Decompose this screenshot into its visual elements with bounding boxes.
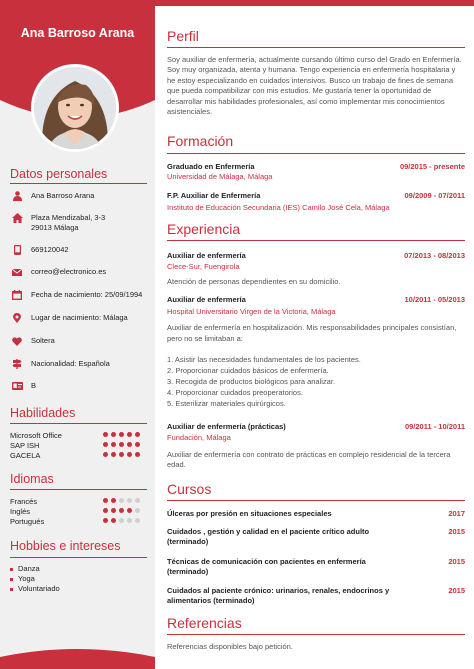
rating-dot-filled — [103, 452, 108, 457]
experience-employer: Fundación, Málaga — [167, 433, 231, 442]
course-year: 2017 — [448, 509, 465, 518]
address: Plaza Mendizabal, 3-3 29013 Málaga — [31, 213, 106, 232]
nationality: Nacionalidad: Española — [31, 359, 110, 368]
education-divider — [167, 153, 465, 154]
hobbies-divider — [10, 557, 147, 558]
phone-number: 669120042 — [31, 245, 69, 254]
rating-dot-filled — [103, 498, 108, 503]
driving-license-row — [10, 381, 150, 391]
rating-dot-empty — [127, 518, 132, 523]
heart-icon — [10, 336, 24, 346]
course-title: Cuidados , gestión y calidad en el paciente crítico adulto (terminado) — [167, 527, 370, 547]
birth-place-row — [10, 313, 150, 323]
skill-label: Microsoft Office — [10, 431, 62, 440]
experience-title: Auxiliar de enfermería (prácticas) — [167, 422, 286, 431]
rating-dot-empty — [135, 508, 140, 513]
education-title: F.P. Auxiliar de Enfermería — [167, 191, 261, 200]
birth-date-row — [10, 290, 150, 300]
experience-employer: Hospital Universitario Virgen de la Victoria, Málaga — [167, 307, 336, 316]
experience-title: Auxiliar de enfermería — [167, 295, 246, 304]
courses-heading: Cursos — [167, 481, 212, 497]
course-title: Úlceras por presión en situaciones especiales — [167, 509, 332, 518]
courses-divider — [167, 500, 465, 501]
profile-text: Soy auxiliar de enfermería, actualmente cursando último curso del Grado en Enfermería. Soy muy organizada, atenta y humana. Tengo experiencia en enfermería hospitalaria y he estoy especializando en cuidados intensivos. Busco un trabajo de fines de semana que pueda compatibilizar con mis estudios. Me gustaría tener la oportunidad de desarrollar mis habilidades profesionales, así como implementar mis conocimientos asistenciales. — [167, 55, 462, 117]
skill-rating — [103, 432, 140, 437]
rating-dot-filled — [135, 452, 140, 457]
experience-description: Auxiliar de enfermería con contrato de prácticas en complejo residencial de la tercera edad. — [167, 450, 451, 470]
skill-row — [10, 431, 150, 440]
hobby-item: Danza — [10, 564, 40, 574]
profile-heading: Perfil — [167, 28, 199, 44]
rating-dot-filled — [103, 508, 108, 513]
phone-row — [10, 245, 150, 255]
skill-row — [10, 441, 150, 450]
education-institution: Instituto de Educación Secundaria (IES) Camilo José Cela, Málaga — [167, 203, 390, 212]
language-rating — [103, 518, 140, 523]
hobby-item: Yoga — [10, 574, 35, 584]
personal-data-heading: Datos personales — [10, 167, 108, 181]
education-title: Graduado en Enfermería — [167, 162, 255, 171]
experience-employer: Clece-Sur, Fuengirola — [167, 262, 240, 271]
language-row — [10, 517, 150, 526]
email-row — [10, 267, 150, 277]
skill-label: GACELA — [10, 451, 41, 460]
rating-dot-empty — [119, 498, 124, 503]
skill-label: SAP ISH — [10, 441, 40, 450]
person-icon — [10, 191, 24, 201]
birth-place: Lugar de nacimiento: Málaga — [31, 313, 128, 322]
rating-dot-filled — [103, 432, 108, 437]
sidebar-footer-wave — [0, 647, 155, 669]
home-icon — [10, 213, 24, 223]
phone-icon — [10, 245, 24, 255]
languages-heading: Idiomas — [10, 472, 54, 486]
rating-dot-filled — [135, 442, 140, 447]
languages-divider — [10, 489, 147, 490]
rating-dot-filled — [111, 452, 116, 457]
driving-license: B — [31, 381, 37, 390]
experience-date: 07/2013 - 08/2013 — [404, 251, 465, 260]
education-date: 09/2015 - presente — [399, 162, 465, 171]
marital-status: Soltera — [31, 336, 55, 345]
course-year: 2015 — [448, 586, 465, 595]
email-address: correo@electronico.es — [31, 267, 107, 276]
marital-status-row — [10, 336, 150, 346]
experience-title: Auxiliar de enfermería — [167, 251, 246, 260]
rating-dot-filled — [127, 442, 132, 447]
rating-dot-filled — [119, 452, 124, 457]
references-heading: Referencias — [167, 615, 242, 631]
rating-dot-filled — [127, 452, 132, 457]
rating-dot-filled — [111, 432, 116, 437]
language-rating — [103, 498, 140, 503]
bullet-icon — [10, 568, 13, 571]
rating-dot-filled — [103, 442, 108, 447]
course-year: 2015 — [448, 557, 465, 566]
skill-rating — [103, 452, 140, 457]
address-row — [10, 213, 150, 233]
education-heading: Formación — [167, 133, 234, 149]
location-pin-icon — [10, 313, 24, 323]
course-title: Técnicas de comunicación con pacientes en enfermería (terminado) — [167, 557, 366, 577]
sidebar — [0, 0, 155, 669]
birth-date: Fecha de nacimiento: 25/09/1994 — [31, 290, 143, 299]
course-title: Cuidados al paciente crónico: urinarios, renales, endocrinos y alimentarios (terminado) — [167, 586, 390, 606]
bullet-icon — [10, 588, 13, 591]
rating-dot-filled — [111, 442, 116, 447]
personal-name: Ana Barroso Arana — [31, 191, 95, 200]
education-institution: Universidad de Málaga, Málaga — [167, 172, 273, 181]
top-accent-bar — [155, 0, 474, 6]
rating-dot-filled — [119, 432, 124, 437]
rating-dot-filled — [111, 518, 116, 523]
skill-row — [10, 451, 150, 460]
language-row — [10, 507, 150, 516]
experience-date: 10/2011 - 05/2013 — [404, 295, 465, 304]
language-label: Portugués — [10, 517, 45, 526]
experience-heading: Experiencia — [167, 221, 241, 237]
experience-divider — [167, 240, 465, 241]
driving-license-icon — [10, 381, 24, 391]
rating-dot-empty — [135, 498, 140, 503]
rating-dot-filled — [103, 518, 108, 523]
personal-data-divider — [10, 183, 147, 184]
course-year: 2015 — [448, 527, 465, 536]
rating-dot-filled — [111, 508, 116, 513]
skills-heading: Habilidades — [10, 406, 76, 420]
profile-photo — [31, 64, 119, 152]
experience-description: Atención de personas dependientes en su domicilio. — [167, 277, 341, 286]
rating-dot-filled — [135, 432, 140, 437]
bullet-icon — [10, 578, 13, 581]
rating-dot-filled — [127, 432, 132, 437]
sidebar-name: Ana Barroso Arana — [20, 26, 135, 40]
rating-dot-filled — [111, 498, 116, 503]
hobby-item: Voluntariado — [10, 584, 60, 594]
experience-description: Auxiliar de enfermería en hospitalización. Mis responsabilidades principales consistían, pero no se limitaban a: 1. Asistir las necesidades fundamentales de los pacientes. 2. Proporcionar cuidados básicos de enfermería. 3. Recogida de productos biológicos para analizar. 4. Proporcionar cuidados preoperatorios. 5. Esterilizar materiales quirúrgicos. — [167, 323, 457, 408]
skills-divider — [10, 423, 147, 424]
email-icon — [10, 267, 24, 277]
language-label: Inglés — [10, 507, 31, 516]
personal-name-row — [10, 191, 150, 201]
language-label: Francés — [10, 497, 38, 506]
nationality-row — [10, 359, 150, 369]
hobbies-heading: Hobbies e intereses — [10, 539, 121, 553]
signpost-icon — [10, 359, 24, 369]
rating-dot-empty — [135, 518, 140, 523]
education-date: 09/2009 - 07/2011 — [404, 191, 465, 200]
rating-dot-empty — [127, 498, 132, 503]
rating-dot-filled — [127, 508, 132, 513]
skill-rating — [103, 442, 140, 447]
profile-divider — [167, 47, 465, 48]
references-divider — [167, 634, 465, 635]
rating-dot-empty — [119, 518, 124, 523]
language-row — [10, 497, 150, 506]
references-text: Referencias disponibles bajo petición. — [167, 642, 293, 651]
calendar-icon — [10, 290, 24, 300]
experience-date: 09/2011 - 10/2011 — [404, 422, 465, 431]
rating-dot-filled — [119, 508, 124, 513]
rating-dot-filled — [119, 442, 124, 447]
language-rating — [103, 508, 140, 513]
